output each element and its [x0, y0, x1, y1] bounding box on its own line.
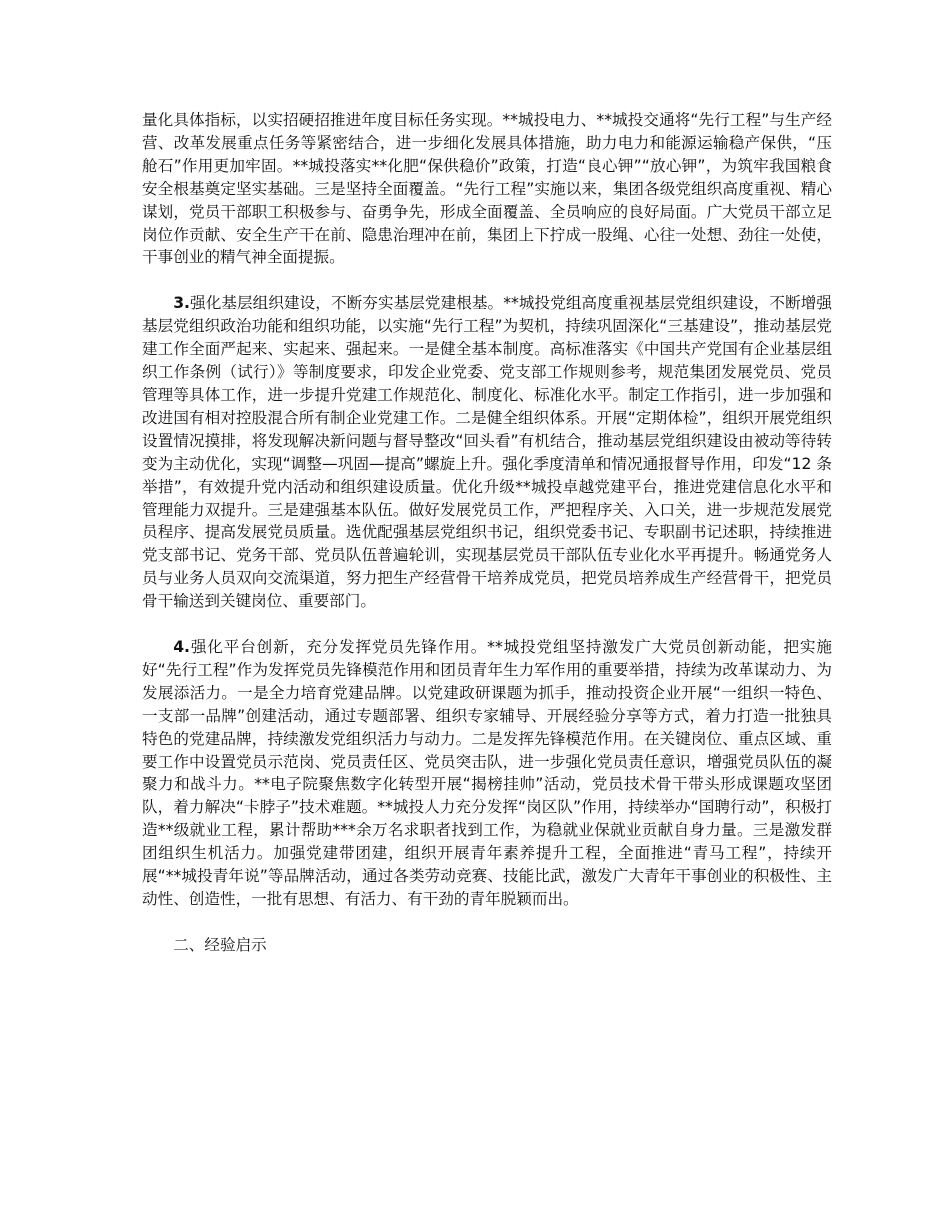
paragraph-3-number: 3.: [173, 294, 190, 313]
paragraph-continued: 量化具体指标，以实招硬招推进年度目标任务实现。**城投电力、**城投交通将“先行工程”与生产经营、改革发展重点任务等紧密结合，进一步细化发展具体措施，助力电力和能源运输稳产保供，“压舱石”作用更加牢固。**城投落实**化肥“保供稳价”政策，打造“良心钾”“放心钾”，为筑牢我国粮食安全根基奠定坚实基础。三是坚持全面覆盖。“先行工程”实施以来，集团各级党组织高度重视、精心谋划，党员干部职工积极参与、奋勇争先，形成全面覆盖、全员响应的良好局面。广大党员干部立足岗位作贡献、安全生产干在前、隐患治理冲在前，集团上下拧成一股绳、心往一处想、劲往一处使，干事创业的精气神全面提振。: [142, 111, 832, 267]
paragraph-4-text: 强化平台创新，充分发挥党员先锋作用。**城投党组坚持激发广大党员创新动能，把实施好“先行工程”作为发挥党员先锋模范作用和团员青年生力军作用的重要举措，持续为改革谋动力、为发展添活力。一是全力培育党建品牌。以党建政研课题为抓手，推动投资企业开展“一组织一特色、一支部一品牌”创建活动，通过专题部署、组织专家辅导、开展经验分享等方式，着力打造一批独具特色的党建品牌，持续激发党组织活力与动力。二是发挥先锋模范作用。在关键岗位、重点区域、重要工作中设置党员示范岗、党员责任区、党员突击队，进一步强化党员责任意识，增强党员队伍的凝聚力和战斗力。**电子院聚焦数字化转型开展“揭榜挂帅”活动，党员技术骨干带头形成课题攻坚团队，着力解决“卡脖子”技术难题。**城投人力充分发挥“岗区队”作用，持续举办“国聘行动”，积极打造**级就业工程，累计帮助***余万名求职者找到工作，为稳就业保就业贡献自身力量。三是激发群团组织生机活力。加强党建带团建，组织开展青年素养提升工程，全面推进“青马工程”，持续开展“**城投青年说”等品牌活动，通过各类劳动竞赛、技能比武，激发广大青年干事创业的积极性、主动性、创造性，一批有思想、有活力、有干劲的青年脱颖而出。: [142, 638, 832, 908]
paragraph-4-number: 4.: [173, 638, 190, 657]
paragraph-3: [142, 292, 832, 613]
paragraph-4: [142, 636, 832, 911]
document-body: [142, 109, 832, 957]
paragraph-3-text: 强化基层组织建设，不断夯实基层党建根基。**城投党组高度重视基层党组织建设，不断增强基层党组织政治功能和组织功能，以实施“先行工程”为契机，持续巩固深化“三基建设”，推动基层党建工作全面严起来、实起来、强起来。一是健全基本制度。高标准落实《中国共产党国有企业基层组织工作条例（试行）》等制度要求，印发企业党委、党支部工作规则参考，规范集团发展党员、党员管理等具体工作，进一步提升党建工作规范化、制度化、标准化水平。制定工作指引，进一步加强和改进国有相对控股混合所有制企业党建工作。二是健全组织体系。开展“定期体检”，组织开展党组织设置情况摸排，将发现解决新问题与督导整改“回头看”有机结合，推动基层党组织建设由被动等待转变为主动优化，实现“调整—巩固—提高”螺旋上升。强化季度清单和情况通报督导作用，印发“12 条举措”，有效提升党内活动和组织建设质量。优化升级**城投卓越党建平台，推进党建信息化水平和管理能力双提升。三是建强基本队伍。做好发展党员工作，严把程序关、入口关，进一步规范发展党员程序、提高发展党员质量。选优配强基层党组织书记，组织党委书记、专职副书记述职，持续推进党支部书记、党务干部、党员队伍普遍轮训，实现基层党员干部队伍专业化水平再提升。畅通党务人员与业务人员双向交流渠道，努力把生产经营骨干培养成党员，把党员培养成生产经营骨干，把党员骨干输送到关键岗位、重要部门。: [142, 294, 832, 611]
section-heading-experience: 二、经验启示: [173, 935, 267, 954]
